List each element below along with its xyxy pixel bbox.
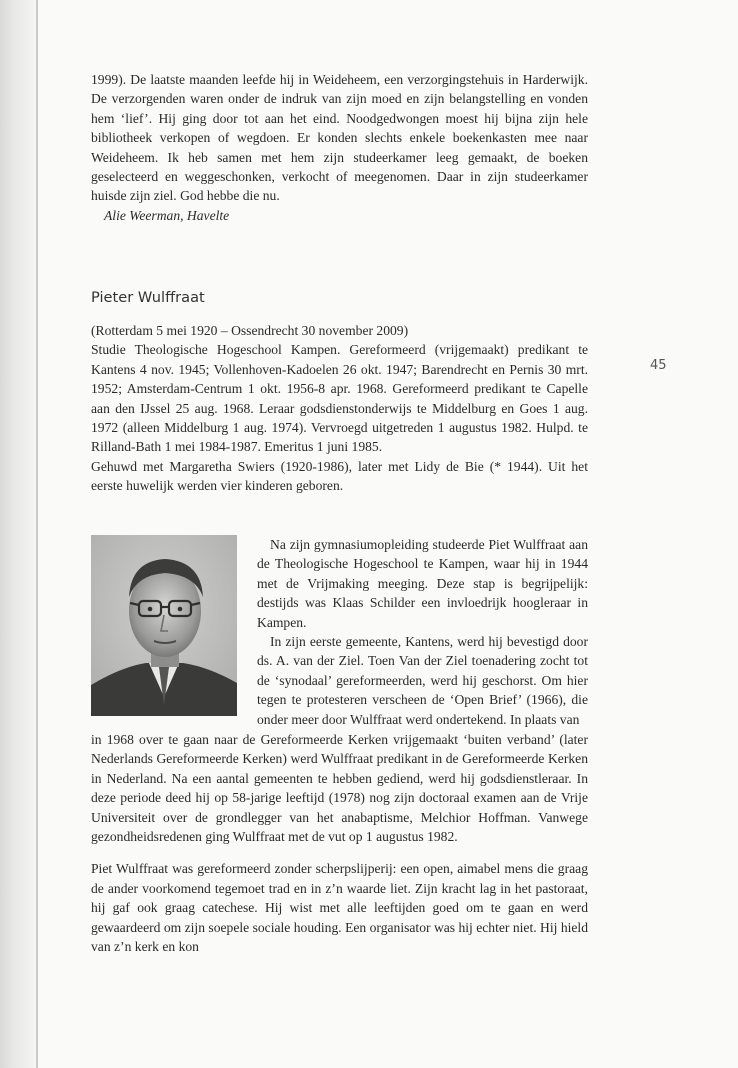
bio-block xyxy=(91,321,588,496)
bio-family: Gehuwd met Margaretha Swiers (1920-1986), later met Lidy de Bie (* 1944). Uit het eerste huwelijk werden vier kinderen geboren. xyxy=(91,458,588,494)
full-width-text-block xyxy=(91,730,588,956)
section-heading: Pieter Wulffraat xyxy=(91,289,205,306)
bio-dates: (Rotterdam 5 mei 1920 – Ossendrecht 30 november 2009) xyxy=(91,323,409,338)
page-number: 45 xyxy=(650,358,667,373)
paragraph-studies: Na zijn gymnasiumopleiding studeerde Piet Wulffraat aan de Theologische Hogeschool te Kampen, waar hij in 1944 met de Vrijmaking meeging. Deze stap is begrijpelijk: destijds was Klaas Schilder een invloedrijk hoogleraar in Kampen. xyxy=(257,537,588,630)
wrapped-text-block xyxy=(257,535,588,729)
paragraph-character: Piet Wulffraat was gereformeerd zonder scherpslijperij: een open, aimabel mens die graag de ander voorkomend tegemoet trad en in z’n waarde liet. Zijn kracht lag in het pastoraat, hij gaf ook graag catechese. Hij wist met alle leeftijden goed om te gaan en werd gewaardeerd om zijn soepele sociale houding. Een organisator was hij echter niet. Hij hield van z’n kerk en kon xyxy=(91,861,588,955)
intro-block xyxy=(91,70,588,225)
book-spine-shadow xyxy=(0,0,34,1068)
bio-career: Studie Theologische Hogeschool Kampen. Gereformeerd (vrijgemaakt) predikant te Kantens 4 nov. 1945; Vollenhoven-Kadoelen 26 okt. 1947; Barendrecht en Pernis 30 mrt. 1952; Amsterdam-Centrum 1 okt. 1956-8 apr. 1968. Gereformeerd predikant te Capelle aan den IJssel 25 aug. 1968. Leraar godsdienstonderwijs te Middelburg en Goes 1 aug. 1972 (alleen Middelburg 1 aug. 1974). Vervroegd uitgetreden 1 augustus 1982. Hulpd. te Rilland-Bath 1 mei 1984-1987. Emeritus 1 juni 1985. xyxy=(91,342,588,455)
portrait-photo xyxy=(91,535,237,716)
paragraph-career-wrapped: In zijn eerste gemeente, Kantens, werd hij bevestigd door ds. A. van der Ziel. Toen Van der Ziel toenadering zocht tot de ‘synodaal’ gereformeerden, werd hij geschorst. Om hier tegen te protesteren verscheen de ‘Open Brief’ (1966), die onder meer door Wulffraat werd ondertekend. In plaats van xyxy=(257,634,588,727)
signature: Alie Weerman, Havelte xyxy=(104,207,230,223)
intro-paragraph: 1999). De laatste maanden leefde hij in Weideheem, een verzorgingstehuis in Harderwijk. De verzorgenden waren onder de indruk van zijn moed en zijn belangstelling en vonden hem ‘lief’. Hij ging door tot aan het eind. Noodgedwongen moest hij bijna zijn hele bibliotheek verkopen of wegdoen. Er konden slechts enkele boekenkasten mee naar Weideheem. Ik heb samen met hem zijn studeerkamer leeg gemaakt, de boeken geselecteerd en weggeschonken, verkocht of meegenomen. Daar in zijn studeerkamer huisde zijn ziel. God hebbe die nu. xyxy=(91,72,588,204)
paragraph-career-continued: in 1968 over te gaan naar de Gereformeerde Kerken vrijgemaakt ‘buiten verband’ (later Nederlands Gereformeerde Kerken) werd Wulffraat predikant in de Gereformeerde Kerken in Nederland. Na een aantal gemeenten te hebben gediend, werd hij godsdienstleraar. In deze periode deed hij op 58-jarige leeftijd (1978) nog zijn doctoraal examen aan de Vrije Universiteit over de grondlegger van het anabaptisme, Melchior Hoffman. Vanwege gezondheidsredenen ging Wulffraat met de vut op 1 augustus 1982. xyxy=(91,732,588,845)
